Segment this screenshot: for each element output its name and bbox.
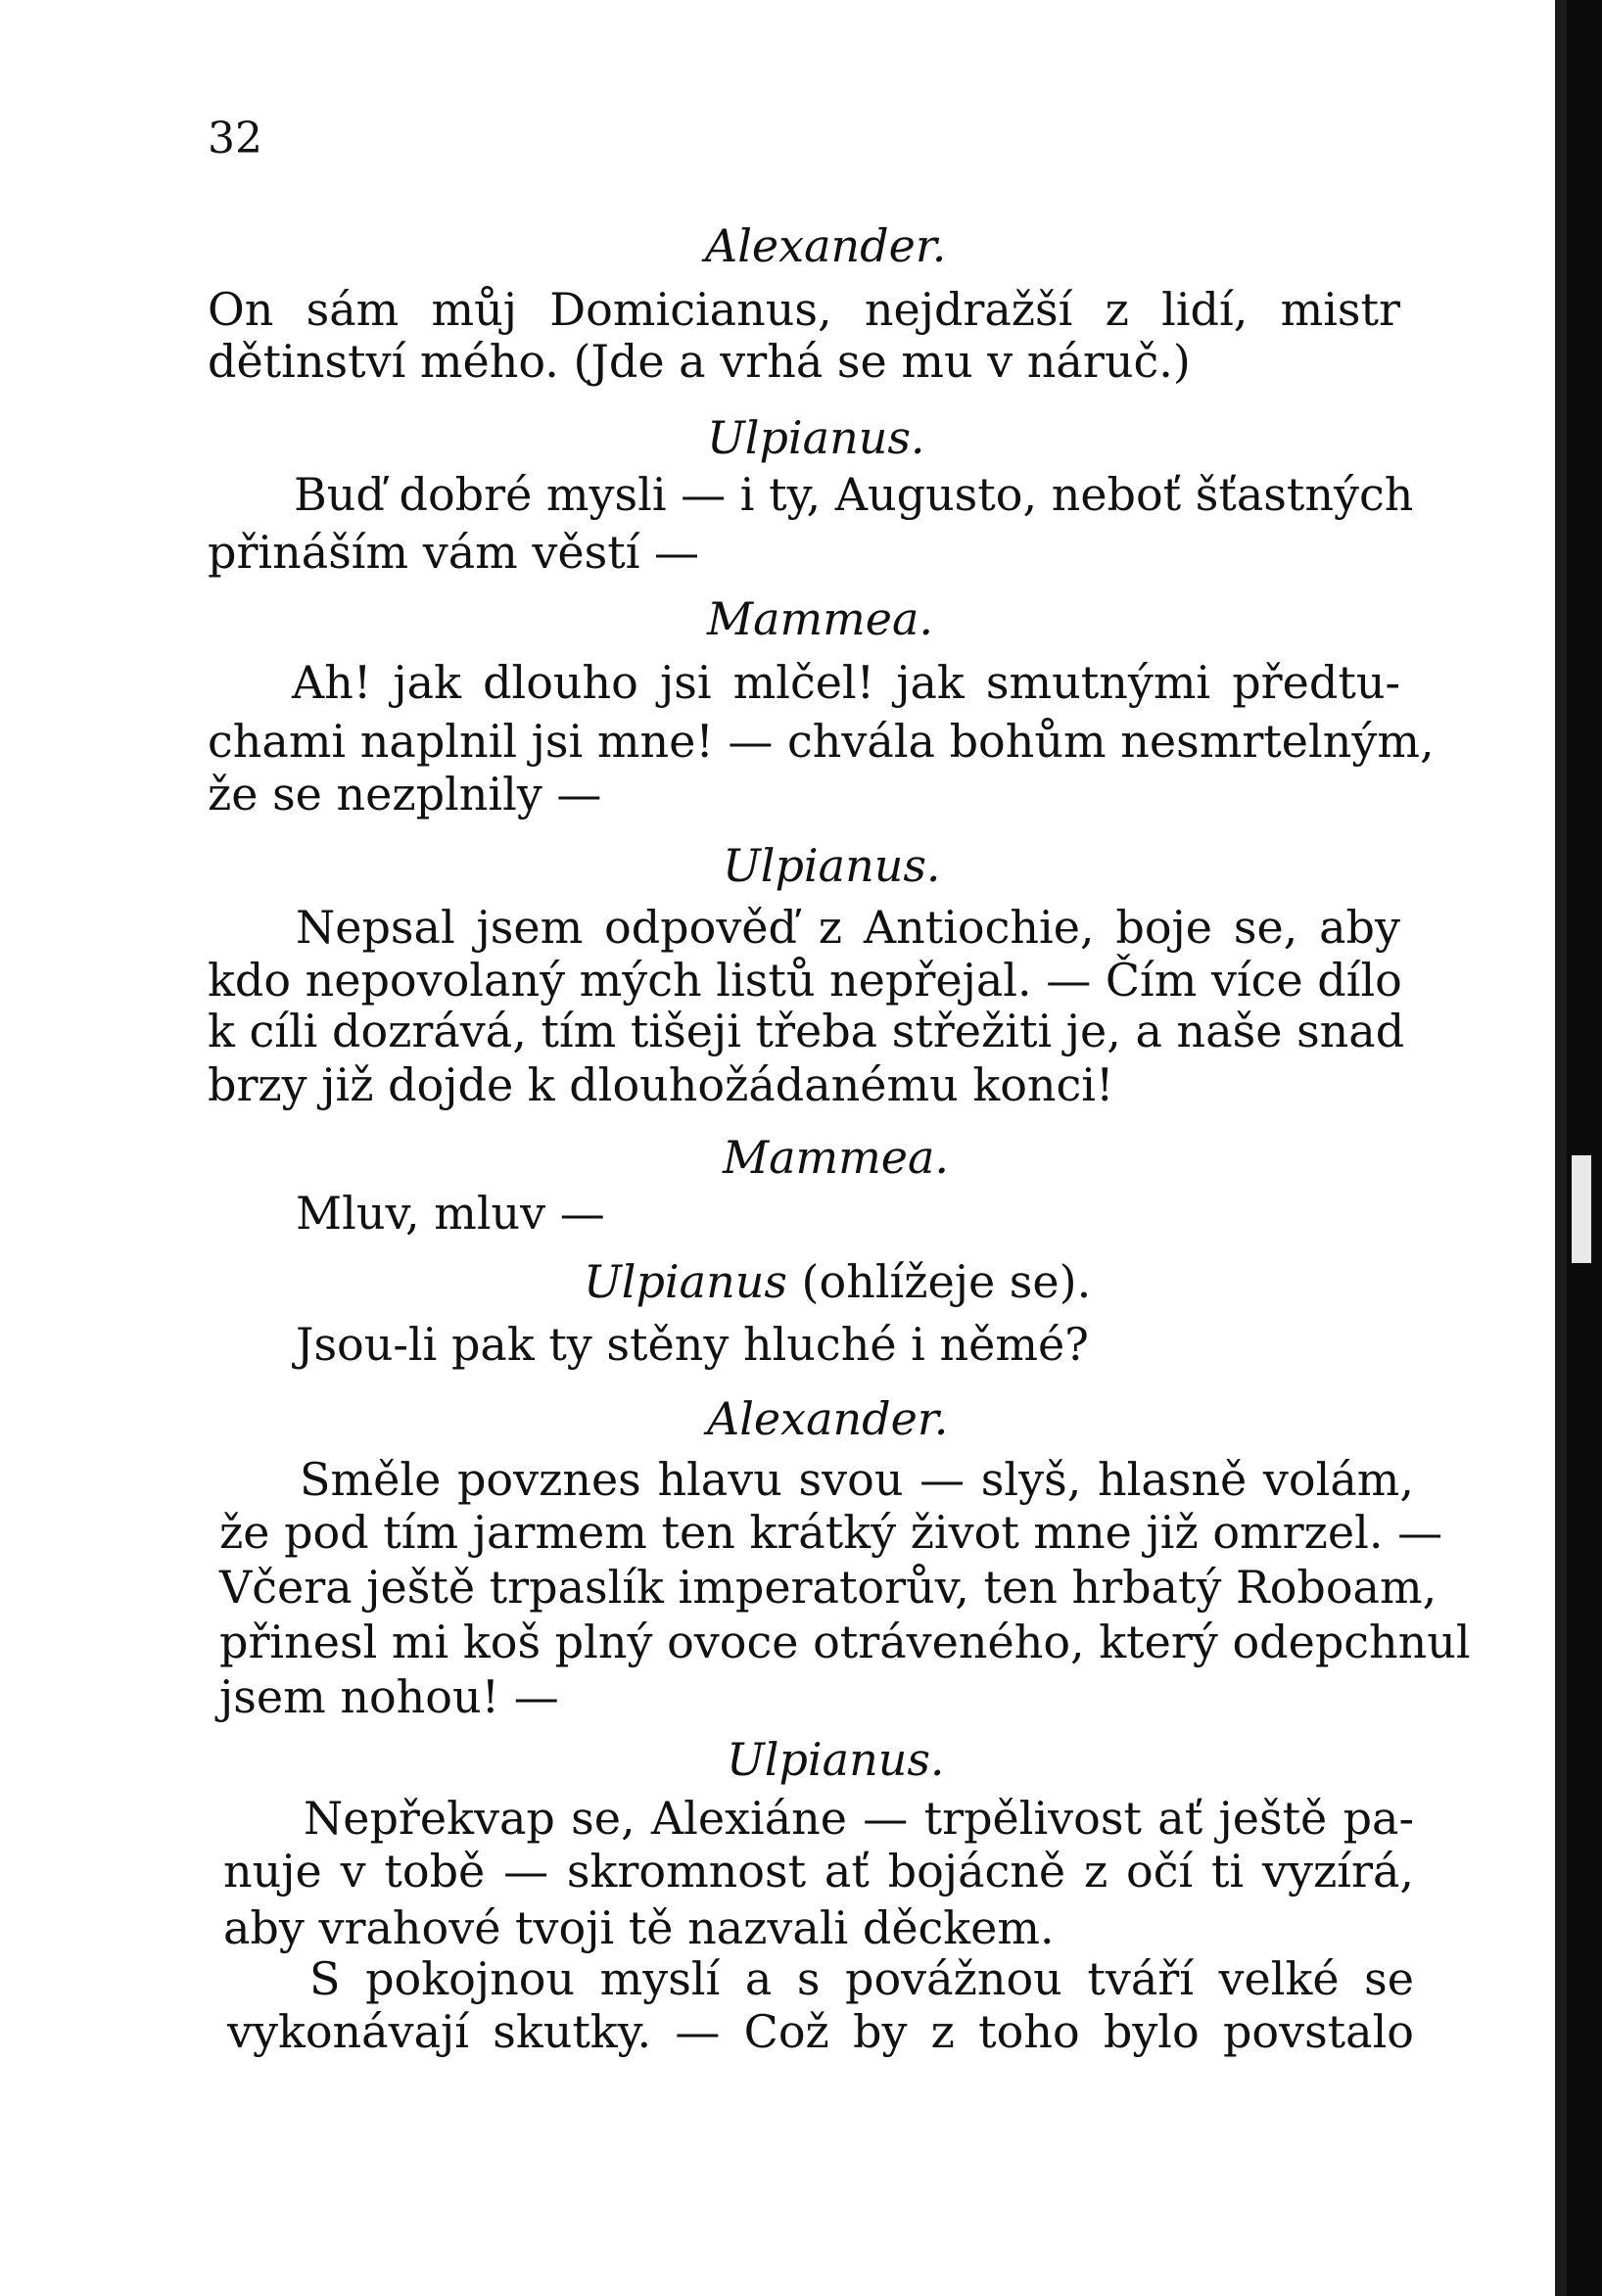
text-line: vykonávají skutky. — Což by z toho bylo povstalo	[227, 2005, 1414, 2058]
text-line: jsem nohou! —	[219, 1670, 559, 1723]
text-line: Nepsal jsem odpověď z Antiochie, boje se, aby	[296, 901, 1400, 954]
speaker-name: Alexander.	[705, 219, 947, 272]
text-line: že pod tím jarmem ten krátký život mne již omrzel. —	[219, 1506, 1443, 1559]
text-line: chami naplnil jsi mne! — chvála bohům nesmrtelným,	[208, 715, 1435, 768]
speaker-name: Ulpianus.	[727, 1733, 945, 1786]
text-line: přinesl mi koš plný ovoce otráveného, který odepchnul	[219, 1616, 1471, 1668]
scan-gutter	[1567, 0, 1602, 2296]
speaker-name: Mammea.	[707, 592, 934, 645]
text-line: Buď dobré mysli — i ty, Augusto, neboť šťastných	[294, 468, 1414, 521]
text-line: přináším vám věstí —	[208, 526, 700, 579]
stage-direction: (ohlížeje se).	[801, 1255, 1092, 1308]
text-line: Jsou-li pak ty stěny hluché i němé?	[296, 1318, 1089, 1371]
text-line: Ah! jak dlouho jsi mlčel! jak smutnými předtu-	[292, 656, 1400, 709]
page-number: 32	[208, 114, 262, 164]
gutter-highlight	[1572, 1155, 1591, 1263]
text-line: On sám můj Domicianus, nejdražší z lidí, mistr	[208, 283, 1400, 336]
text-line: Mluv, mluv —	[296, 1187, 605, 1240]
text-line: dětinství mého. (Jde a vrhá se mu v náruč.)	[208, 335, 1191, 388]
text-line: brzy již dojde k dlouhožádanému konci!	[208, 1058, 1114, 1111]
text-line: Směle povznes hlavu svou — slyš, hlasně volám,	[300, 1453, 1414, 1506]
page-edge-shadow	[1555, 0, 1567, 2296]
text-line: kdo nepovolaný mých listů nepřejal. — Čím více dílo	[208, 954, 1402, 1007]
text-line: S pokojnou myslí a s povážnou tváří velké se	[309, 1952, 1414, 2005]
text-line: že se nezplnily —	[208, 768, 602, 820]
speaker-name: Mammea.	[723, 1131, 950, 1184]
speaker-name: Ulpianus	[584, 1255, 787, 1308]
text-line: Nepřekvap se, Alexiáne — trpělivost ať ještě pa-	[304, 1792, 1414, 1845]
speaker-name: Alexander.	[707, 1392, 949, 1445]
speaker-name: Ulpianus.	[723, 839, 941, 892]
text-line: nuje v tobě — skromnost ať bojácně z očí ti vyzírá,	[223, 1845, 1414, 1898]
text-line: aby vrahové tvoji tě nazvali děckem.	[223, 1901, 1055, 1954]
text-line: Včera ještě trpaslík imperatorův, ten hrbatý Roboam,	[219, 1561, 1437, 1614]
text-line: k cíli dozrává, tím tišeji třeba střežiti je, a naše snad	[208, 1005, 1405, 1057]
speaker-name: Ulpianus.	[707, 411, 925, 464]
